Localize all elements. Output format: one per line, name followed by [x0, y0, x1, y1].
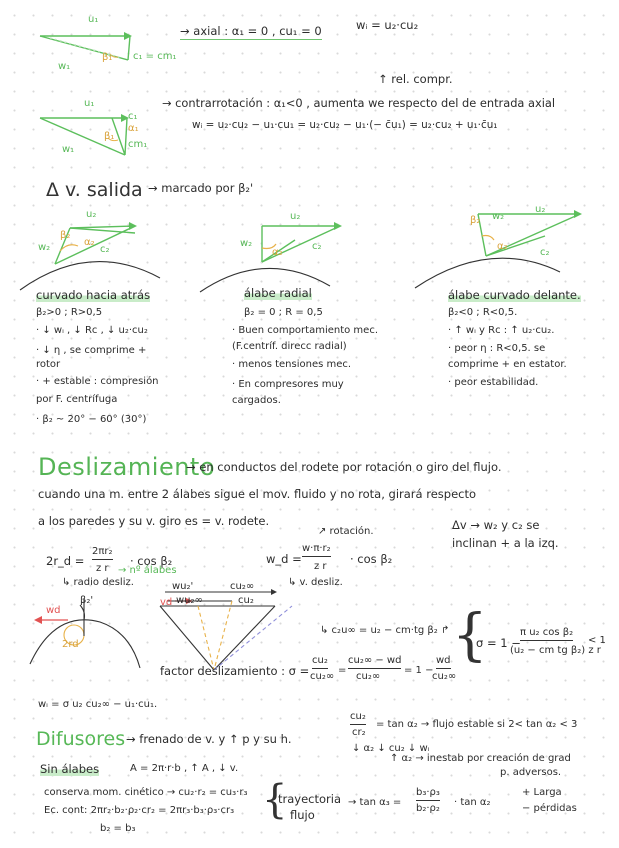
- col3-line: · peor estabilidad.: [448, 377, 539, 388]
- tri1-beta1-label: β₁: [102, 52, 113, 63]
- col3-line: comprime + en estator.: [448, 359, 567, 370]
- radio-note: ↳ radio desliz.: [62, 577, 134, 588]
- col3-line: β₂<0 ; R<0,5.: [448, 307, 518, 318]
- col2-line: · Buen comportamiento mec.: [232, 325, 379, 336]
- difusores-heading: Difusores: [36, 728, 126, 750]
- col2-line: β₂ = 0 ; R = 0,5: [244, 307, 323, 318]
- b2-b3-eq: b₂ = b₃: [100, 823, 136, 834]
- wi-axial-eq: wᵢ = u₂·cu₂: [356, 18, 419, 32]
- diag-2rd: 2rd: [62, 639, 79, 650]
- sin-alabes-title: Sin álabes: [40, 762, 100, 776]
- wd-num: w·π·r₂: [302, 542, 331, 557]
- col1-line: rotor: [36, 359, 61, 370]
- sigma-rhs: < 1: [588, 635, 606, 646]
- frenado-note: → frenado de v. y ↑ p y su h.: [126, 732, 292, 746]
- tri1-u1-label: u₁: [88, 14, 99, 25]
- up-alpha-note: ↑ α₂ → inestab por creación de grad: [390, 753, 571, 764]
- desliz-def-2: cuando una m. entre 2 álabes sigue el mov. fluido y no rota, girará respecto: [38, 487, 477, 501]
- col1-line: β₂>0 ; R>0,5: [36, 307, 103, 318]
- diag-wu2inf: wu₂∞: [176, 595, 203, 606]
- larga-note: + Larga: [522, 787, 562, 798]
- col1-title: curvado hacia atrás: [36, 288, 151, 302]
- sigma-den: (u₂ − cm tg β₂) z r: [510, 645, 601, 656]
- tan3-num: b₃·ρ₃: [416, 786, 440, 801]
- ec-cont-eq: Ec. cont: 2πr₂·b₂·ρ₂·cr₂ = 2πr₃·b₃·ρ₃·cr₃: [44, 805, 235, 816]
- flujo-label: flujo: [290, 808, 315, 822]
- col1-u2: u₂: [86, 209, 97, 220]
- salida-marcado: → marcado por β₂': [148, 181, 254, 195]
- tri2-cm1-label: cm₁: [128, 139, 148, 150]
- p-adversos-note: p. adversos.: [500, 767, 562, 778]
- tan-eq: = tan α₂ → flujo estable si 2< tan α₂ < 3: [376, 719, 578, 730]
- desliz-def-1: → en conductos del rodete por rotación o giro del flujo.: [186, 460, 502, 474]
- col2-w2: w₂: [240, 238, 253, 249]
- col2-line: · menos tensiones mec.: [232, 359, 352, 370]
- tri2-beta1-label: β₁: [104, 131, 115, 142]
- col1-beta2: β₂: [60, 230, 71, 241]
- col2-title: álabe radial: [244, 286, 312, 300]
- desliz-def-3: a los paredes y su v. giro es = v. rodete.: [38, 514, 270, 528]
- col2-alpha2: α₂: [272, 247, 283, 258]
- rotacion-note: ↗ rotación.: [318, 526, 374, 537]
- tan3-den: b₂·ρ₂: [416, 803, 440, 814]
- contrarrotacion-note: → contrarrotación : α₁<0 , aumenta we respecto del de entrada axial: [162, 96, 556, 110]
- diag-vd: vd: [160, 597, 173, 608]
- rd-lhs: 2r_d =: [46, 554, 85, 568]
- tan-den: cr₂: [352, 727, 366, 738]
- contrarrotacion-eq: wᵢ = u₂·cu₂ − u₁·cu₁ = u₂·cu₂ − u₁·(− c̄u₁) = u₂·cu₂ + u₁·c̄u₁: [192, 119, 498, 131]
- area-note: A = 2π·r·b , ↑ A , ↓ v.: [130, 763, 239, 774]
- axial-note: → axial : α₁ = 0 , cu₁ = 0: [180, 24, 322, 38]
- col1-line: · ↓ η , se comprime +: [36, 345, 147, 356]
- col3-line: · peor η : R<0,5. se: [448, 343, 546, 354]
- deltav-note-1: Δv → w₂ y c₂ se: [452, 518, 540, 532]
- wd-cos: · cos β₂: [350, 552, 393, 566]
- col2-u2: u₂: [290, 211, 301, 222]
- factor-label: factor deslizamiento : σ =: [160, 664, 310, 678]
- col2-line: · En compresores muy: [232, 379, 344, 390]
- col3-line: · ↑ wᵢ y Rc : ↑ u₂·cu₂.: [448, 325, 555, 336]
- col3-beta2: β₂: [470, 215, 481, 226]
- col3-c2: c₂: [540, 247, 550, 258]
- factor-f2-num: cu₂∞ − wd: [348, 654, 401, 669]
- deslizamiento-heading: Deslizamiento: [38, 453, 216, 481]
- tan-num: cu₂: [350, 710, 366, 725]
- tri1-w1-label: w₁: [58, 61, 71, 72]
- factor-f3-num: wd: [436, 654, 451, 669]
- col1-alpha2: α₂: [84, 237, 95, 248]
- diag-wd: wd: [46, 605, 61, 616]
- diag-beta2p: β₂': [80, 595, 94, 606]
- factor-f1-num: cu₂: [312, 654, 328, 669]
- trayectoria-label: trayectoria: [278, 792, 342, 806]
- col1-line: · + estable : compresión: [36, 376, 159, 387]
- perdidas-note: − pérdidas: [522, 803, 577, 814]
- rd-cos: · cos β₂: [130, 554, 173, 568]
- sigma-brace: {: [452, 603, 488, 668]
- col1-line: · ↓ wᵢ , ↓ Rc , ↓ u₂·cu₂: [36, 325, 148, 336]
- col2-c2: c₂: [312, 241, 322, 252]
- salida-heading: Δ v. salida: [46, 179, 143, 201]
- col3-w2: w₂: [492, 211, 505, 222]
- tri2-u1-label: u₁: [84, 98, 95, 109]
- rd-den: z r: [96, 563, 109, 574]
- tri2-w1-label: w₁: [62, 144, 75, 155]
- col1-c2: c₂: [100, 244, 110, 255]
- vdesliz-note: ↳ v. desliz.: [288, 577, 343, 588]
- conserva-note: conserva mom. cinético → cu₂·r₂ = cu₃·r₃: [44, 787, 248, 798]
- sigma-num: π u₂ cos β₂: [520, 626, 573, 641]
- tan3-rhs: · tan α₂: [454, 797, 491, 808]
- col2-line: (F.centríf. direcc radial): [232, 341, 347, 352]
- col1-line: por F. centrífuga: [36, 394, 118, 405]
- rd-num: 2πr₂: [92, 545, 113, 560]
- col3-u2: u₂: [535, 204, 546, 215]
- col1-w2: w₂: [38, 242, 51, 253]
- rel-compr-note: ↑ rel. compr.: [378, 72, 453, 86]
- col2-line: cargados.: [232, 395, 281, 406]
- col1-line: · β₂ ~ 20° − 60° (30°): [36, 414, 147, 425]
- sigma-lhs: σ = 1 −: [476, 636, 521, 650]
- col3-alpha2: α₂: [497, 241, 508, 252]
- factor-f2-den: cu₂∞: [356, 671, 381, 682]
- difus-brace: {: [262, 777, 288, 823]
- factor-f1-den: cu₂∞: [310, 671, 335, 682]
- wd-lhs: w_d =: [266, 552, 302, 566]
- cu2inf-eq: ↳ c₂u∞ = u₂ − cm·tg β₂ ↱: [320, 625, 450, 636]
- diag-cu2: cu₂: [238, 595, 254, 606]
- factor-f3-den: cu₂∞: [432, 671, 457, 682]
- tri2-c1-label: c₁: [128, 111, 138, 122]
- wd-den: z r: [314, 561, 327, 572]
- n-alabes-note: → nº álabes: [118, 565, 177, 576]
- factor-eq2: =: [338, 665, 347, 676]
- deltav-note-2: inclinan + a la izq.: [452, 536, 559, 550]
- tri1-c1-label: c₁ = cm₁: [133, 51, 177, 62]
- factor-eq3: = 1 −: [404, 665, 434, 676]
- tri2-alpha1-label: α₁: [128, 123, 139, 134]
- tan3-lhs: → tan α₃ =: [348, 797, 402, 808]
- wi-sigma-eq: wᵢ = σ u₂ cu₂∞ − u₁·cu₁.: [38, 699, 158, 710]
- down-alpha-note: ↓ α₂ ↓ cu₂ ↓ wᵢ: [352, 743, 430, 754]
- diag-cu2inf: cu₂∞: [230, 581, 255, 592]
- col3-title: álabe curvado delante.: [448, 288, 581, 302]
- diag-wu2p: wu₂': [172, 581, 194, 592]
